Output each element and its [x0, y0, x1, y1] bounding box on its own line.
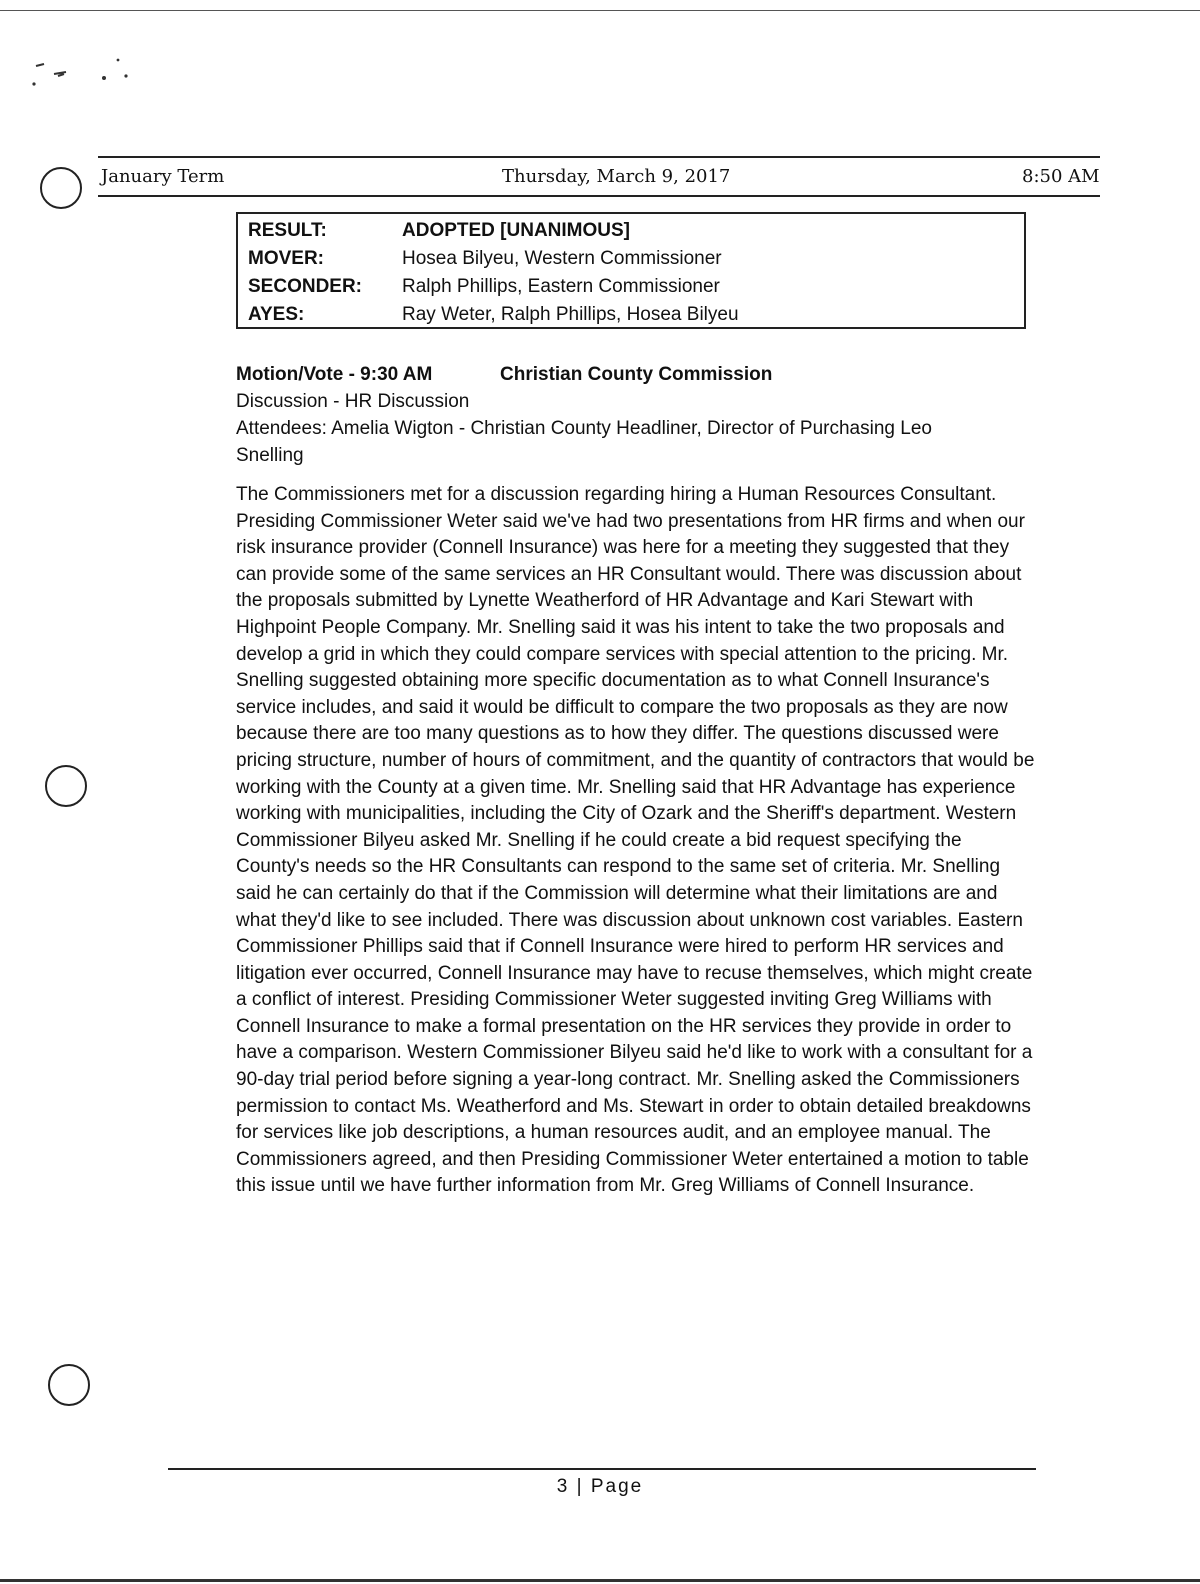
discussion-line: Discussion - HR Discussion — [236, 391, 470, 412]
page-number: 3 | Page — [556, 1476, 644, 1497]
minutes-paragraph: The Commissioners met for a discussion regarding hiring a Human Resources Consultant. Presiding Commissioner Weter said we've had two presentations from HR firms and when our risk insurance provider (Connell Insurance) was here for a meeting they suggested that they can provide some of the same services an HR Consultant would. There was discussion about the proposals submitted by Lynette Weatherford of HR Advantage and Kari Stewart with Highpoint People Company. Mr. Snelling said it was his intent to take the two proposals and develop a grid in which they could compare services with special attention to the pricing. Mr. Snelling suggested obtaining more specific documentation as to what Connell Insurance's service includes, and said it would be difficult to compare the two proposals as they are now because there are too many questions as to how they differ. The questions discussed were pricing structure, number of hours of commitment, and the quantity of contractors that would be working with the County at a given time. Mr. Snelling said that HR Advantage has experience working with municipalities, including the City of Ozark and the Sheriff's department. Western Commissioner Bilyeu asked Mr. Snelling if he could create a bid request specifying the County's needs so the HR Consultants can respond to the same set of criteria. Mr. Snelling said he can certainly do that if the Commission will determine what their limitations are and what they'd like to see included. There was discussion about unknown cost variables. Eastern Commissioner Phillips said that if Connell Insurance were hired to perform HR services and litigation ever occurred, Connell Insurance may have to recuse themselves, which might create a conflict of interest. Presiding Commissioner Weter suggested inviting Greg Williams with Connell Insurance to make a formal presentation on the HR services they provide in order to have a comparison. Western Commissioner Bilyeu said he'd like to work with a consultant for a 90-day trial period before signing a year-long contract. Mr. Snelling asked the Commissioners permission to contact Ms. Weatherford and Ms. Stewart in order to obtain detailed breakdowns for services like job descriptions, a human resources audit, and an employee manual. The Commissioners agreed, and then Presiding Commissioner Weter entertained a motion to table this issue until we have further information from Mr. Greg Williams of Connell Insurance. — [236, 484, 1035, 1197]
header-rule-top — [98, 156, 1100, 158]
attendees-line-2: Snelling — [236, 445, 304, 466]
header-date: Thursday, March 9, 2017 — [502, 166, 731, 187]
result-value: ADOPTED [UNANIMOUS] — [402, 220, 630, 241]
result-label: RESULT: — [248, 220, 327, 241]
motion-org: Christian County Commission — [500, 364, 773, 385]
seconder-label: SECONDER: — [248, 276, 363, 297]
vote-result-box — [236, 212, 1026, 329]
header-term: January Term — [101, 166, 225, 187]
mover-value: Hosea Bilyeu, Western Commissioner — [402, 248, 722, 269]
ayes-value: Ray Weter, Ralph Phillips, Hosea Bilyeu — [402, 304, 739, 325]
scan-specks — [28, 58, 148, 94]
punch-hole-top — [40, 167, 82, 209]
motion-heading — [236, 364, 773, 386]
punch-hole-bottom — [48, 1364, 90, 1406]
header-rule-bottom — [98, 195, 1100, 197]
motion-label: Motion/Vote - 9:30 AM — [236, 364, 433, 385]
attendees-line-1: Attendees: Amelia Wigton - Christian County Headliner, Director of Purchasing Leo — [236, 418, 932, 439]
punch-hole-middle — [45, 765, 87, 807]
seconder-value: Ralph Phillips, Eastern Commissioner — [402, 276, 720, 297]
footer-rule — [168, 1468, 1036, 1470]
header-time: 8:50 AM — [1022, 166, 1100, 187]
scan-bottom-edge — [0, 1579, 1200, 1582]
ayes-label: AYES: — [248, 304, 305, 325]
scan-top-edge — [0, 10, 1200, 11]
mover-label: MOVER: — [248, 248, 324, 269]
